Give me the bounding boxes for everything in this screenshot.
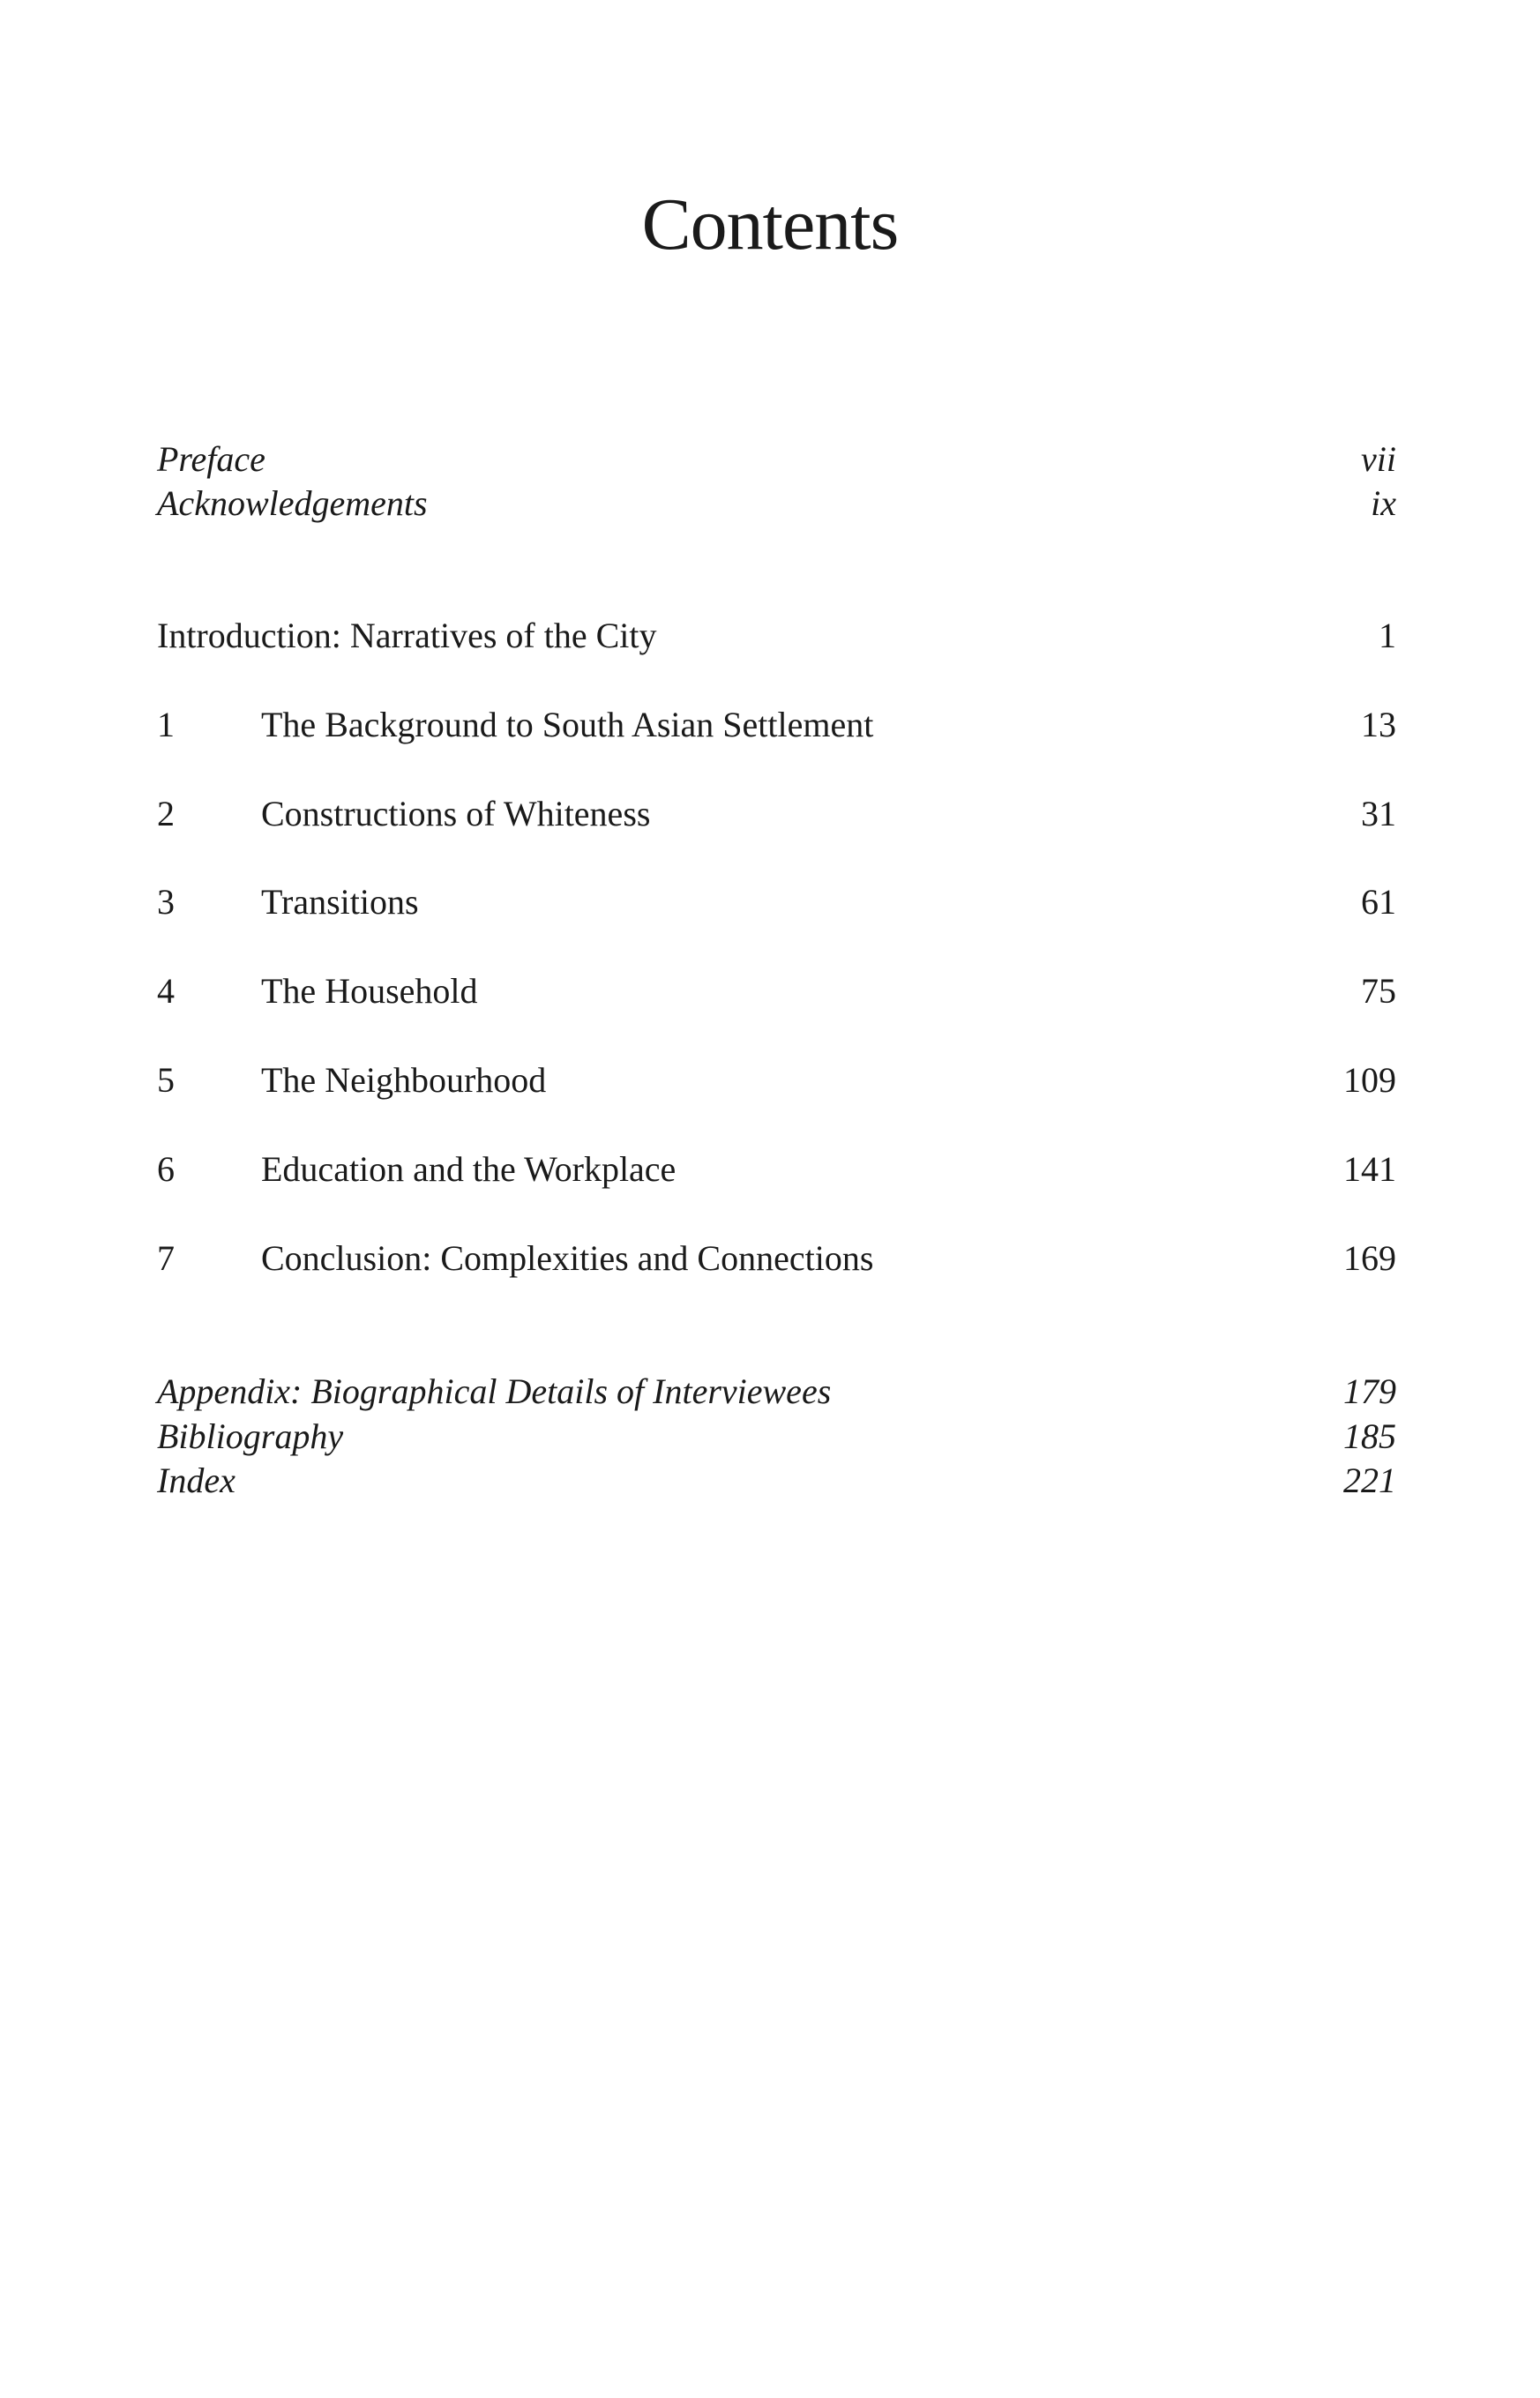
entry-label: Preface bbox=[157, 439, 265, 479]
chapter-number: 5 bbox=[157, 1060, 175, 1100]
toc-entry-chapter-5[interactable] bbox=[157, 1057, 1396, 1103]
entry-page-number: 61 bbox=[1361, 882, 1396, 922]
chapter-number: 3 bbox=[157, 882, 175, 922]
entry-page-number: 109 bbox=[1343, 1060, 1396, 1100]
entry-page-number: 185 bbox=[1343, 1416, 1396, 1456]
entry-page-number: ix bbox=[1371, 483, 1396, 523]
chapter-title: The Background to South Asian Settlement bbox=[261, 705, 874, 744]
toc-entry-bibliography[interactable] bbox=[157, 1414, 1396, 1460]
chapter-title: Education and the Workplace bbox=[261, 1149, 677, 1189]
chapter-title: Constructions of Whiteness bbox=[261, 794, 651, 833]
toc-entry-preface[interactable] bbox=[157, 437, 1396, 482]
chapter-number: 1 bbox=[157, 705, 175, 744]
entry-page-number: 141 bbox=[1343, 1149, 1396, 1189]
entry-page-number: 1 bbox=[1379, 616, 1396, 655]
page-title: Contents bbox=[641, 183, 899, 265]
chapter-number: 2 bbox=[157, 794, 175, 833]
chapter-title: The Neighbourhood bbox=[261, 1060, 547, 1100]
chapter-number: 6 bbox=[157, 1149, 175, 1189]
toc-entry-chapter-7[interactable] bbox=[157, 1236, 1396, 1281]
entry-page-number: 75 bbox=[1361, 971, 1396, 1011]
entry-label: Bibliography bbox=[157, 1416, 344, 1456]
toc-entry-chapter-4[interactable] bbox=[157, 968, 1396, 1014]
chapter-title: The Household bbox=[261, 971, 478, 1011]
chapter-number: 7 bbox=[157, 1238, 175, 1278]
chapter-title: Transitions bbox=[261, 882, 419, 922]
toc-entry-chapter-2[interactable] bbox=[157, 791, 1396, 837]
entry-page-number: 221 bbox=[1343, 1460, 1396, 1500]
entry-page-number: vii bbox=[1361, 439, 1396, 479]
toc-entry-introduction[interactable] bbox=[157, 613, 1396, 659]
entry-page-number: 169 bbox=[1343, 1238, 1396, 1278]
toc-entry-appendix[interactable] bbox=[157, 1369, 1396, 1415]
entry-label: Acknowledgements bbox=[157, 483, 428, 523]
entry-page-number: 31 bbox=[1361, 794, 1396, 833]
entry-label: Introduction: Narratives of the City bbox=[157, 616, 657, 655]
toc-entry-index[interactable] bbox=[157, 1458, 1396, 1504]
chapter-number: 4 bbox=[157, 971, 175, 1011]
toc-entry-chapter-1[interactable] bbox=[157, 702, 1396, 748]
entry-page-number: 179 bbox=[1343, 1371, 1396, 1411]
toc-entry-acknowledgements[interactable] bbox=[157, 481, 1396, 527]
toc-entry-chapter-3[interactable] bbox=[157, 879, 1396, 925]
entry-page-number: 13 bbox=[1361, 705, 1396, 744]
toc-entry-chapter-6[interactable] bbox=[157, 1147, 1396, 1192]
chapter-title: Conclusion: Complexities and Connections bbox=[261, 1238, 874, 1278]
entry-label: Index bbox=[157, 1460, 235, 1500]
entry-label: Appendix: Biographical Details of Interviewees bbox=[157, 1371, 832, 1411]
